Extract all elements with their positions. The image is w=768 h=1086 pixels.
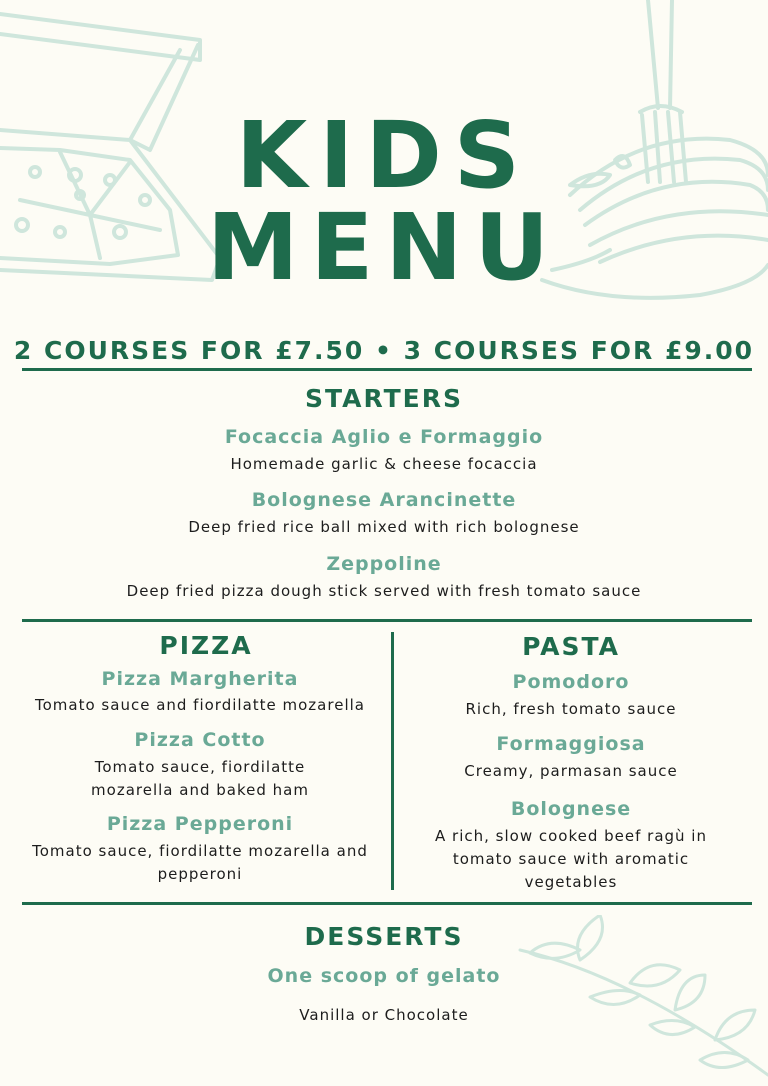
- section-title-desserts: DESSERTS: [304, 922, 464, 951]
- item-name: Bolognese Arancinette: [251, 489, 517, 511]
- section-title-pasta: PASTA: [522, 632, 620, 661]
- item-description: Tomato sauce and fiordilatte mozarella: [35, 696, 365, 714]
- item-description: Creamy, parmasan sauce: [464, 762, 678, 780]
- divider-middle: [22, 619, 752, 622]
- menu-title-line-2: MENU: [206, 194, 562, 301]
- menu-title-line-1: KIDS: [235, 102, 533, 209]
- column-divider: [391, 632, 394, 890]
- divider-top: [22, 368, 752, 371]
- item-name: Focaccia Aglio e Formaggio: [224, 426, 544, 448]
- divider-bottom: [22, 902, 752, 905]
- section-title-starters: STARTERS: [305, 384, 463, 413]
- item-name: Pomodoro: [512, 671, 630, 693]
- item-description: Deep fried pizza dough stick served with fresh tomato sauce: [126, 582, 642, 600]
- item-description: Rich, fresh tomato sauce: [465, 700, 677, 718]
- item-name: One scoop of gelato: [267, 965, 501, 987]
- item-name: Pizza Margherita: [101, 668, 299, 690]
- item-description: A rich, slow cooked beef ragù in tomato sauce with aromatic vegetables: [435, 827, 707, 891]
- course-pricing-banner: 2 COURSES FOR £7.50 • 3 COURSES FOR £9.00: [13, 336, 755, 365]
- item-name: Zeppoline: [326, 553, 442, 575]
- item-description: Tomato sauce, fiordilatte mozarella and pepperoni: [32, 842, 368, 883]
- item-description: Deep fried rice ball mixed with rich bolognese: [188, 518, 580, 536]
- item-name: Formaggiosa: [496, 733, 646, 755]
- item-description: Tomato sauce, fiordilatte mozarella and baked ham: [91, 758, 309, 799]
- item-description: Homemade garlic & cheese focaccia: [230, 455, 538, 473]
- item-description: Vanilla or Chocolate: [299, 1006, 469, 1024]
- item-name: Bolognese: [510, 798, 632, 820]
- section-title-pizza: PIZZA: [159, 631, 253, 660]
- item-name: Pizza Pepperoni: [106, 813, 294, 835]
- item-name: Pizza Cotto: [134, 729, 266, 751]
